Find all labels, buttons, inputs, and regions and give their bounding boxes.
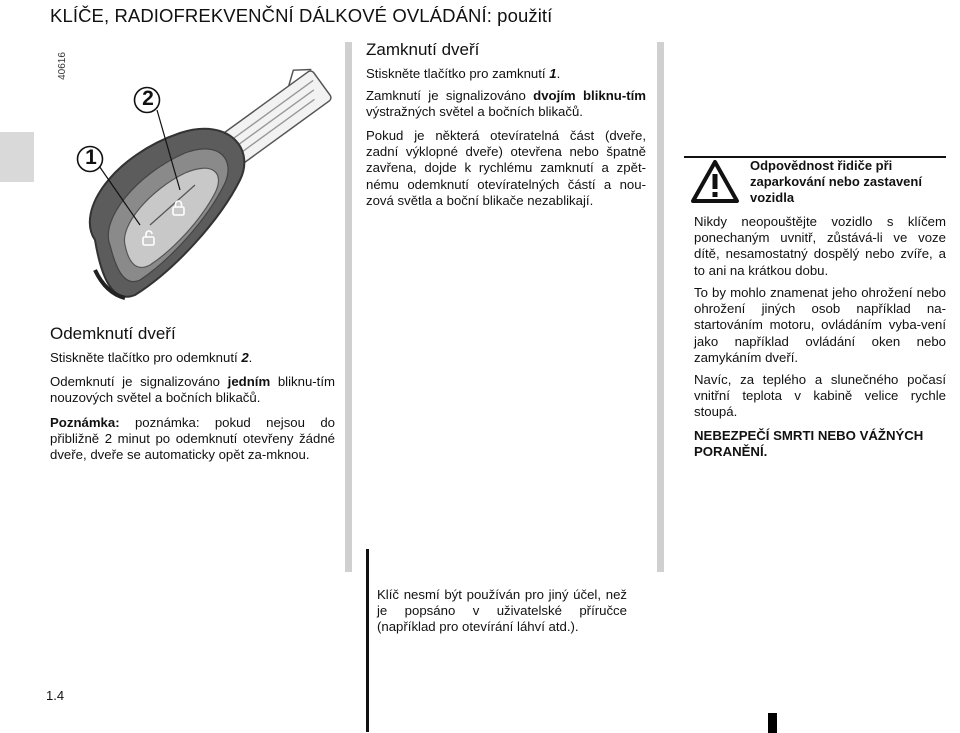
page-number: 1.4 bbox=[46, 688, 65, 703]
figure-code: 40616 bbox=[56, 52, 68, 80]
notice-rule bbox=[366, 549, 369, 732]
page-title: KLÍČE, RADIOFREKVENČNÍ DÁLKOVÉ OVLÁDÁNÍ: použití bbox=[50, 5, 553, 26]
unlock-heading: Odemknutí dveří bbox=[50, 324, 176, 343]
lock-instruction: Stiskněte tlačítko pro zamknutí 1. bbox=[366, 66, 561, 81]
warning-triangle-icon bbox=[690, 159, 740, 205]
lock-signal: Zamknutí je signalizováno dvojím bliknu-tím výstražných světel a bočních blikačů. bbox=[366, 88, 646, 120]
warning-danger: NEBEZPEČÍ SMRTI NEBO VÁŽNÝCH PORANĚNÍ. bbox=[694, 428, 924, 460]
warning-paragraph-2: To by mohlo znamenat jeho ohrožení nebo ohrožení jiných osob například na-startováním motoru, ovládáním vyba-vení jako například ovládání oken nebo zamykáním dveří. bbox=[694, 285, 946, 365]
key-head bbox=[90, 129, 244, 298]
callout-label-2: 2 bbox=[142, 87, 154, 110]
key-illustration bbox=[55, 55, 340, 315]
section-tab bbox=[0, 132, 34, 182]
column-rule-left bbox=[345, 42, 352, 572]
warning-title: Odpovědnost řidiče při zaparkování nebo zastavení vozidla bbox=[750, 158, 922, 205]
callout-label-1: 1 bbox=[85, 146, 97, 169]
warning-paragraph-3: Navíc, za teplého a slunečného počasí vnitřní teplota v kabině velice rychle stoupá. bbox=[694, 372, 946, 420]
unlock-instruction: Stiskněte tlačítko pro odemknutí 2. bbox=[50, 350, 253, 365]
lock-heading: Zamknutí dveří bbox=[366, 40, 480, 59]
notice-text: Klíč nesmí být používán pro jiný účel, než je popsáno v uživatelské příručce (například pro otevírání láhví atd.). bbox=[377, 587, 627, 635]
unlock-signal: Odemknutí je signalizováno jedním bliknu-tím nouzových světel a bočních blikačů. bbox=[50, 374, 335, 406]
page-corner-mark bbox=[768, 713, 777, 733]
unlock-note: Poznámka: poznámka: pokud nejsou do přibližně 2 minut po odemknutí otevřeny žádné dveře, dveře se automaticky opět za-mknou. bbox=[50, 415, 335, 463]
lock-quick-relock: Pokud je některá otevíratelná část (dveře, zadní výklopné dveře) otevřena nebo špatně zavřena, dojde k rychlému zamknutí a zpět-nému odemknutí otevíratelných částí a nou-zová světla a boční blikače nezablikají. bbox=[366, 128, 646, 208]
warning-paragraph-1: Nikdy neopouštějte vozidlo s klíčem ponechaným uvnitř, zůstává-li ve voze dítě, nesamostatný dospělý nebo zvíře, a to ani na krátkou dobu. bbox=[694, 214, 946, 278]
column-rule-right bbox=[657, 42, 664, 572]
